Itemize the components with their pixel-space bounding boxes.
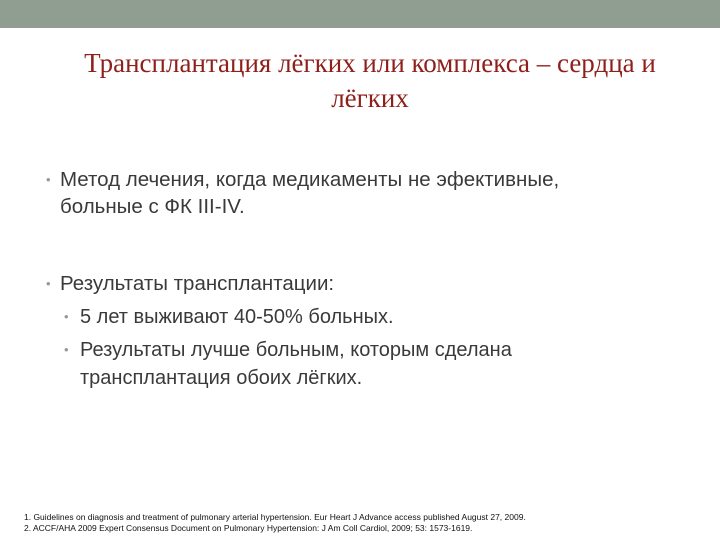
sub-bullet-text-line-1: 5 лет выживают 40-50% больных.: [80, 306, 394, 328]
sub-bullet-icon: •: [64, 342, 69, 357]
top-band: [0, 0, 720, 28]
slide-title-line-2: лёгких: [331, 83, 409, 113]
bullet-icon: •: [46, 276, 51, 291]
slide-content: [44, 166, 694, 397]
bullet-text: [60, 166, 694, 220]
sub-bullet-item-double-lung: [60, 336, 694, 392]
sub-bullet-item-survival: [60, 303, 694, 331]
slide-title: [40, 46, 700, 116]
bullet-text: [60, 270, 694, 297]
slide-title-line-1: Трансплантация лёгких или комплекса – сердца и: [84, 48, 656, 78]
sub-bullet-list: [60, 303, 694, 392]
sub-bullet-icon: •: [64, 309, 69, 324]
bullet-item-transplant-results: [44, 270, 694, 297]
sub-bullet-text-line-1: Результаты лучше больным, которым сделана: [80, 339, 512, 361]
references: [24, 512, 704, 534]
bullet-icon: •: [46, 172, 51, 187]
sub-bullet-text: [80, 336, 694, 392]
sub-bullet-text: [80, 303, 694, 331]
bullet-text-line-2: больные с ФК III-IV.: [60, 195, 245, 218]
reference-1: 1. Guidelines on diagnosis and treatment of pulmonary arterial hypertension. Eur Heart J Advance access published August 27, 2009.: [24, 512, 526, 522]
sub-bullet-text-line-2: трансплантация обоих лёгких.: [80, 367, 363, 389]
bullet-text-line-1: Результаты трансплантации:: [60, 272, 335, 295]
bullet-item-treatment-method: [44, 166, 694, 220]
reference-2: 2. ACCF/AHA 2009 Expert Consensus Document on Pulmonary Hypertension: J Am Coll Cardiol, 2009; 53: 1573-1619.: [24, 523, 473, 533]
bullet-text-line-1: Метод лечения, когда медикаменты не эфективные,: [60, 168, 560, 191]
